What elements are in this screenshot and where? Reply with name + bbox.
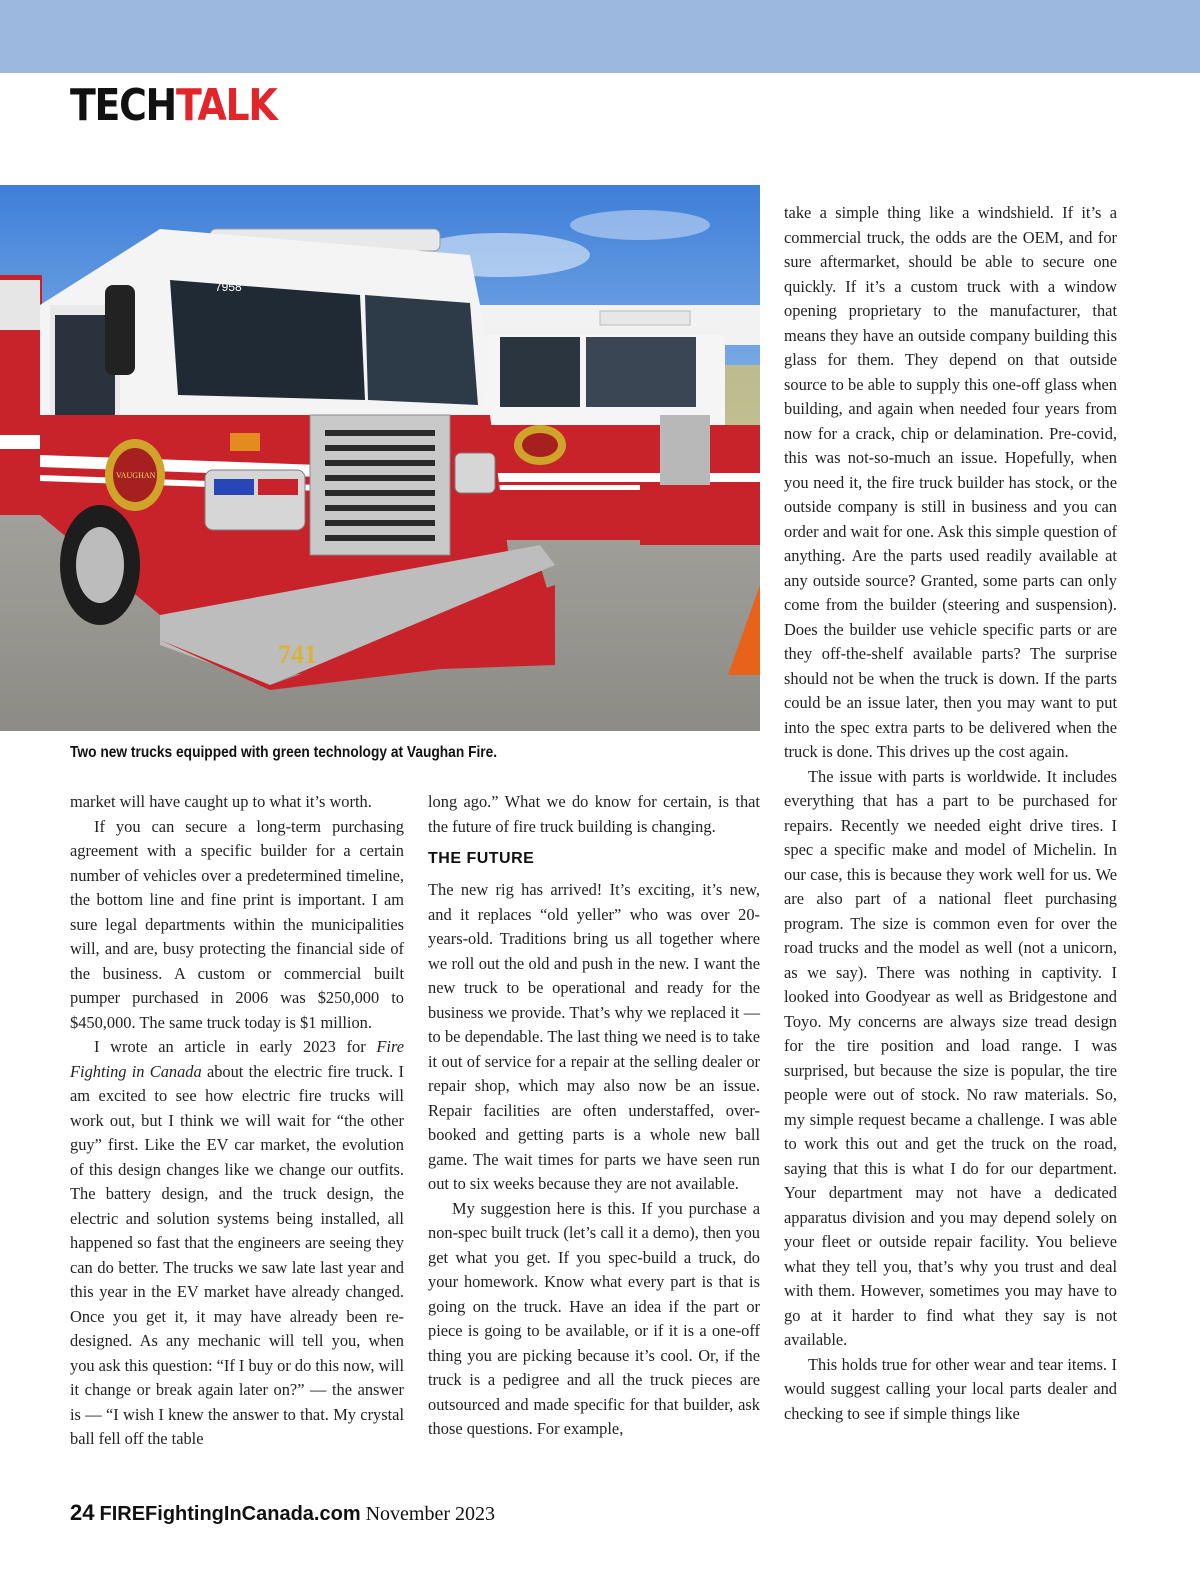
article-column-2 — [428, 790, 760, 1442]
page-number: 24 — [70, 1500, 95, 1525]
top-color-band — [0, 0, 1200, 73]
article-column-3 — [784, 201, 1117, 1426]
paragraph: My suggestion here is this. If you purchase a non-spec built truck (let’s call it a demo), then you get what you get. If you spec-build a truck, do your homework. Know what every part is that is going on the truck. Have an idea if the part or piece is going to be available, or if it is a one-off thing you are picking because it’s cool. Or, if the truck is a pedigree and all the truck pieces are outsourced and made specific for that builder, ask those questions. For example, — [428, 1198, 760, 1438]
subheading-the-future: THE FUTURE — [428, 850, 535, 867]
paragraph: market will have caught up to what it’s worth. — [70, 792, 372, 811]
cab-number: 7958 — [215, 280, 242, 294]
section-title — [70, 80, 276, 132]
paragraph: I wrote an article in early 2023 for Fire Fighting in Canada about the electric fire truck. I am excited to see how electric fire trucks will work out, but I think we will wait for “the other guy” first. Like the EV car market, the evolution of this design changes like we change our outfits. The battery design, and the truck design, the electric and solution systems being installed, all happened so fast that the engineers are seeing they can do better. The trucks we saw late last year and this year in the EV market have already changed. Once you get it, it may have already been re-designed. As any mechanic will tell you, when you ask this question: “If I buy or do this now, will it change or break again later on?” — the answer is — “I wish I knew the answer to that. My crystal ball fell off the table — [70, 1037, 405, 1448]
front-truck-badge: VAUGHAN — [116, 471, 156, 480]
photo-caption: Two new trucks equipped with green technology at Vaughan Fire. — [70, 744, 498, 761]
footer-website: FIREFightingInCanada.com — [99, 1503, 361, 1525]
paragraph: The issue with parts is worldwide. It includes everything that has a part to be purchased for repairs. Recently we needed eight drive tires. I spec a specific make and model of Michelin. In our case, this is because they work well for us. We are also part of a national fleet purchasing program. The size is common even for over the road trucks and the model as well (not a unicorn, as we say). There was nothing in captivity. I looked into Goodyear as well as Bridgestone and Toyo. My concerns are always size tread design for the tire position and load range. I was surprised, but because the size is popular, the tire people were out of stock. No raw materials. So, my simple request became a challenge. I was able to work this out and get the truck on the road, saying that this is what I do for our department. Your department may not have a dedicated apparatus division and you may depend solely on your fleet or outside repair facility. You believe what they tell you, that’s why you trust and deal with them. However, sometimes you may have to go at it harder to find what they say is not available. — [784, 766, 1117, 1349]
issue-date: November 2023 — [365, 1503, 496, 1525]
paragraph: long ago.” What we do know for certain, is that the future of fire truck building is changing. — [428, 792, 760, 836]
section-title-talk: TALK — [175, 80, 277, 131]
paragraph: take a simple thing like a windshield. If it’s a commercial truck, the odds are the OEM, and for sure aftermarket, should be able to secure one quickly. If it’s a custom truck with a window opening proprietary to the manufacturer, that means they have an outside company building this glass for them. They depend on that outside source to be able to supply this one-off glass when building, and again when needed four years from now for a crack, chip or delamination. Pre-covid, this was not-so-much an issue. Hopefully, when you need it, the fire truck builder has stock, or the outside company is still in business and you can order and wait for one. Ask this simple question of anything. Are the parts used readily available at any outside source? Granted, some parts can only come from the builder (steering and suspension). Does the builder use vehicle specific parts or are they off-the-shelf available parts? The surprise should not be when the truck is down. If the parts could be an issue later, then you may want to put into the spec extra parts to be delivered when the truck is done. This drives up the cost again. — [784, 203, 1117, 761]
paragraph: This holds true for other wear and tear items. I would suggest calling your local parts dealer and checking to see if simple things like — [784, 1354, 1117, 1423]
publication-title: Fire Fighting in Canada — [70, 1037, 404, 1081]
page-footer — [70, 1499, 495, 1528]
fire-trucks-photo — [0, 185, 760, 731]
article-column-1 — [70, 790, 404, 1452]
paragraph: If you can secure a long-term purchasing agreement with a specific builder for a certain number of vehicles over a predetermined timeline, the bottom line and fine print is important. I am sure legal departments within the municipalities will, and are, busy protecting the financial side of the business. A custom or commercial built pumper purchased in 2006 was $250,000 to $450,000. The same truck today is $1 million. — [70, 816, 404, 1032]
paragraph: The new rig has arrived! It’s exciting, it’s new, and it replaces “old yeller” who was over 20-years-old. Traditions bring us all together where we roll out the old and push in the new. I want the new truck to be operational and ready for the business we provide. That’s why we replaced it — to be dependable. The last thing we need is to take it out of service for a repair at the selling dealer or repair shop, which may also now be an issue. Repair facilities are often understaffed, over-booked and getting parts is a whole new ball game. The wait times for parts we have seen run out to six weeks because they are not available. — [428, 880, 760, 1193]
unit-number: 741 — [278, 640, 317, 669]
section-title-tech: TECH — [70, 80, 176, 131]
